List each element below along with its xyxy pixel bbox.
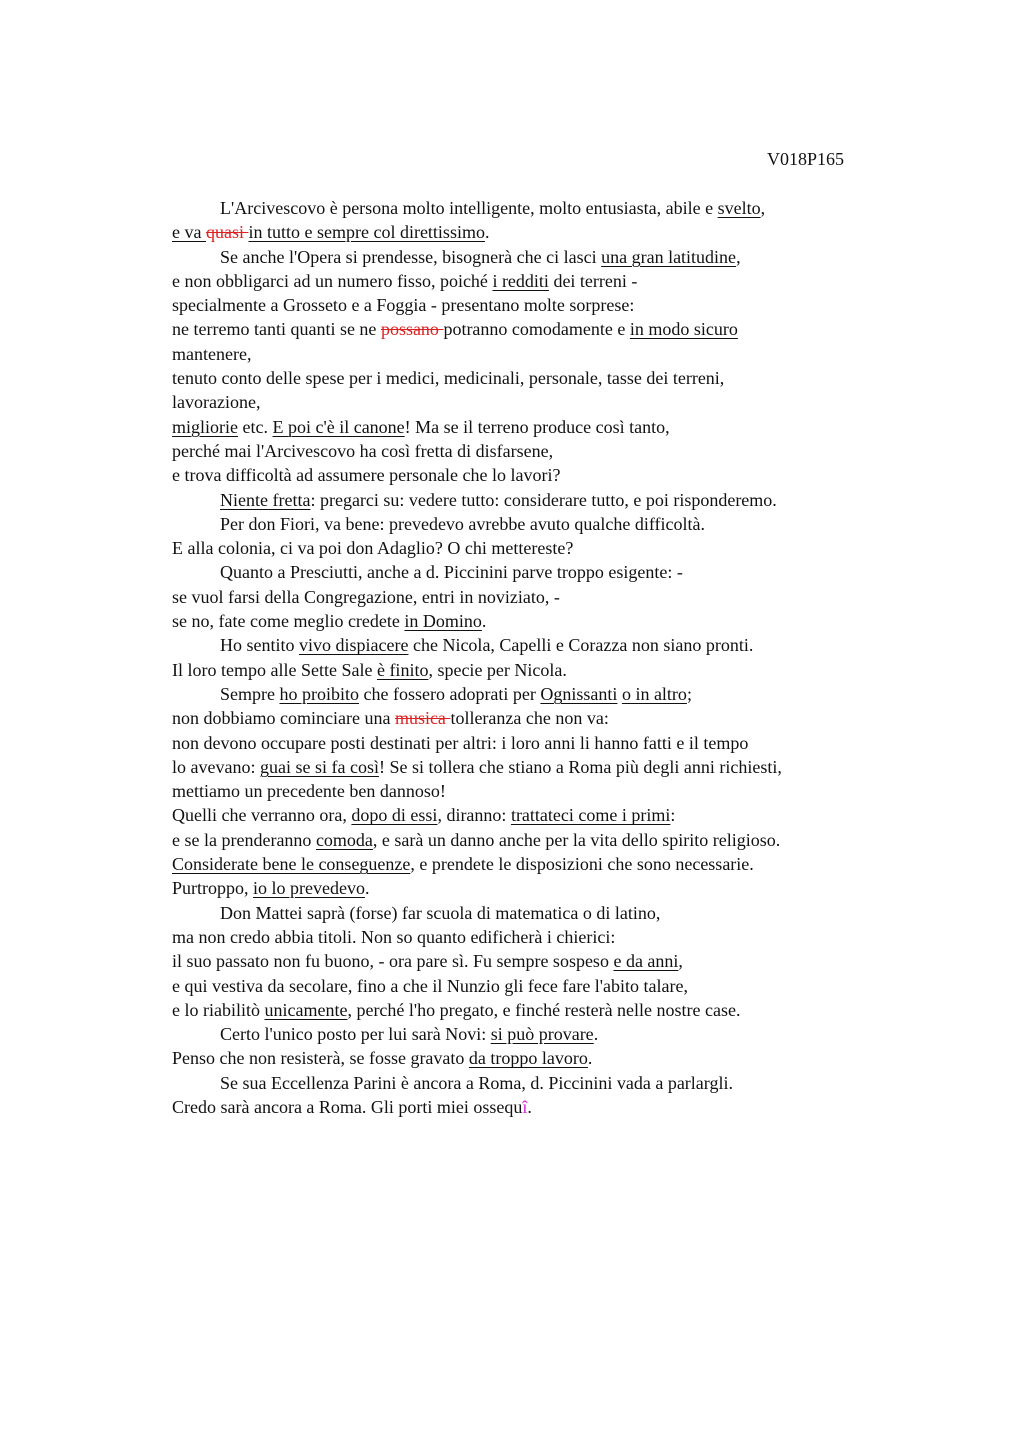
text-run: Penso che non resisterà, se fosse gravato — [172, 1048, 469, 1069]
page-identifier: V018P165 — [766, 149, 844, 169]
underlined-text: una gran latitudine — [601, 246, 737, 267]
text-run: Credo sarà ancora a Roma. Gli porti miei ossequ — [172, 1096, 523, 1117]
deleted-text: possano — [380, 319, 444, 340]
text-run: Quelli che verranno ora, — [172, 805, 352, 826]
text-line — [172, 633, 932, 657]
text-run: Il loro tempo alle Sette Sale — [172, 659, 377, 680]
text-line — [172, 925, 932, 949]
text-run: L'Arcivescovo è persona molto intelligente, molto entusiasta, abile e — [220, 198, 718, 218]
text-run: ! Se si tollera che stiano a Roma più degli anni richiesti, — [378, 756, 782, 777]
text-run: . — [527, 1096, 532, 1117]
underlined-text: in tutto e sempre col direttissimo — [248, 222, 485, 243]
underlined-text: o in altro — [621, 683, 687, 704]
deleted-text: quasi — [205, 222, 249, 243]
underlined-text: da troppo lavoro — [468, 1048, 588, 1069]
text-run: Per don Fiori, va bene: prevedevo avrebbe avuto qualche difficoltà. — [220, 513, 705, 534]
text-run: che fossero adoprati per — [358, 683, 541, 704]
text-run: e se la prenderanno — [172, 829, 316, 850]
text-line — [172, 1046, 932, 1070]
text-run: Certo l'unico posto per lui sarà Novi: — [220, 1024, 491, 1045]
text-run: : — [670, 805, 676, 826]
text-line — [172, 390, 932, 414]
text-line — [172, 220, 932, 244]
text-line — [172, 998, 932, 1022]
text-run: Se anche l'Opera si prendesse, bisognerà che ci lasci — [220, 246, 602, 267]
text-line — [172, 415, 932, 439]
text-run: tenuto conto delle spese per i medici, medicinali, personale, tasse dei terreni, — [172, 368, 725, 389]
text-run: dei terreni - — [548, 270, 638, 291]
text-run: mantenere, — [172, 343, 252, 364]
underlined-text: io lo prevedevo — [253, 878, 365, 899]
underlined-text: svelto — [717, 198, 761, 218]
text-run: non devono occupare posti destinati per altri: i loro anni li hanno fatti e il tempo — [172, 732, 749, 753]
text-line — [172, 949, 932, 973]
text-run: non dobbiamo cominciare una — [172, 708, 395, 729]
text-run: . — [587, 1048, 593, 1069]
text-line — [172, 439, 932, 463]
text-run: tolleranza che non va: — [450, 708, 609, 729]
text-run: Sempre — [220, 683, 280, 704]
underlined-text: dopo di essi — [351, 805, 438, 826]
underlined-text: unicamente — [264, 999, 348, 1020]
text-run: mettiamo un precedente ben dannoso! — [172, 781, 446, 802]
text-run: il suo passato non fu buono, - ora pare sì. Fu sempre sospeso — [172, 951, 614, 972]
text-line — [172, 196, 932, 220]
text-line — [172, 803, 932, 827]
text-run: e non obbligarci ad un numero fisso, poiché — [172, 270, 493, 291]
text-line — [172, 512, 932, 536]
underlined-text: e da anni — [613, 951, 679, 972]
text-line — [172, 560, 932, 584]
text-line — [172, 1071, 932, 1095]
text-line — [172, 1095, 932, 1119]
text-line — [172, 974, 932, 998]
underlined-text: è finito — [376, 659, 429, 680]
text-run: e trova difficoltà ad assumere personale che lo lavori? — [172, 465, 561, 486]
text-line — [172, 852, 932, 876]
text-line — [172, 779, 932, 803]
text-line — [172, 293, 932, 317]
text-run: Se sua Eccellenza Parini è ancora a Roma, d. Piccinini vada a parlargli. — [220, 1072, 733, 1093]
underlined-text: Considerate bene le conseguenze — [172, 854, 411, 875]
text-run: . — [593, 1024, 599, 1045]
letter-body — [172, 196, 932, 1119]
text-line — [172, 585, 932, 609]
text-run: se no, fate come meglio credete — [172, 611, 405, 632]
text-run: E alla colonia, ci va poi don Adaglio? O chi mettereste? — [172, 538, 574, 559]
underlined-text: in modo sicuro — [629, 319, 738, 340]
text-line — [172, 876, 932, 900]
text-line — [172, 755, 932, 779]
text-line — [172, 245, 932, 269]
text-line — [172, 706, 932, 730]
text-run: : pregarci su: vedere tutto: considerare tutto, e poi risponderemo. — [310, 489, 777, 510]
text-line — [172, 828, 932, 852]
text-run: lo avevano: — [172, 756, 260, 777]
underlined-text: Niente fretta — [220, 489, 311, 510]
underlined-text: guai se si fa così — [259, 756, 379, 777]
text-run: ; — [686, 683, 692, 704]
text-run: . — [364, 878, 370, 899]
text-line — [172, 269, 932, 293]
text-line — [172, 342, 932, 366]
text-run: , — [678, 951, 683, 972]
text-line — [172, 317, 932, 341]
text-run: Purtroppo, — [172, 878, 253, 899]
text-run: ma non credo abbia titoli. Non so quanto edificherà i chierici: — [172, 926, 616, 947]
text-run: e lo riabilitò — [172, 999, 265, 1020]
text-run: , e prendete le disposizioni che sono necessarie. — [410, 854, 754, 875]
underlined-text: vivo dispiacere — [299, 635, 409, 656]
text-run: , e sarà un danno anche per la vita dello spirito religioso. — [372, 829, 781, 850]
text-line — [172, 366, 932, 390]
text-run: se vuol farsi della Congregazione, entri in noviziato, - — [172, 586, 560, 607]
text-line — [172, 731, 932, 755]
underlined-text: in Domino — [404, 611, 482, 632]
deleted-text: musica — [394, 708, 451, 729]
underlined-text: si può provare — [490, 1024, 594, 1045]
underlined-text: comoda — [315, 829, 373, 850]
text-line — [172, 463, 932, 487]
text-run: ne terremo tanti quanti se ne — [172, 319, 381, 340]
text-run: lavorazione, — [172, 392, 261, 413]
text-line — [172, 609, 932, 633]
text-line — [172, 658, 932, 682]
text-line — [172, 1022, 932, 1046]
text-line — [172, 901, 932, 925]
highlighted-character: î — [522, 1096, 528, 1117]
text-run: specialmente a Grosseto e a Foggia - presentano molte sorprese: — [172, 295, 635, 316]
text-run: che Nicola, Capelli e Corazza non siano pronti. — [408, 635, 754, 656]
underlined-text: i redditi — [492, 270, 549, 291]
text-run: , — [736, 246, 741, 267]
underlined-text: E poi c'è il canone — [272, 416, 405, 437]
text-run: . — [484, 222, 490, 243]
text-run: perché mai l'Arcivescovo ha così fretta di disfarsene, — [172, 440, 554, 461]
text-line — [172, 536, 932, 560]
underlined-text: Ognissanti — [540, 683, 618, 704]
text-run: ! Ma se il terreno produce così tanto, — [404, 416, 670, 437]
text-run: , diranno: — [437, 805, 511, 826]
text-run: , perché l'ho pregato, e finché resterà nelle nostre case. — [347, 999, 741, 1020]
underlined-text: e va — [172, 222, 206, 243]
text-run: . — [481, 611, 487, 632]
text-run: , specie per Nicola. — [428, 659, 567, 680]
underlined-text: migliorie — [172, 416, 238, 437]
text-run: Ho sentito — [220, 635, 299, 656]
underlined-text: ho proibito — [279, 683, 359, 704]
text-run: Quanto a Presciutti, anche a d. Piccinini parve troppo esigente: - — [220, 562, 683, 583]
text-run: Don Mattei saprà (forse) far scuola di matematica o di latino, — [220, 902, 661, 923]
text-line — [172, 488, 932, 512]
underlined-text: trattateci come i primi — [510, 805, 671, 826]
text-line — [172, 682, 932, 706]
text-run: , — [760, 198, 766, 218]
text-run: etc. — [238, 416, 273, 437]
text-run: potranno comodamente e — [443, 319, 630, 340]
text-run: e qui vestiva da secolare, fino a che il Nunzio gli fece fare l'abito talare, — [172, 975, 689, 996]
